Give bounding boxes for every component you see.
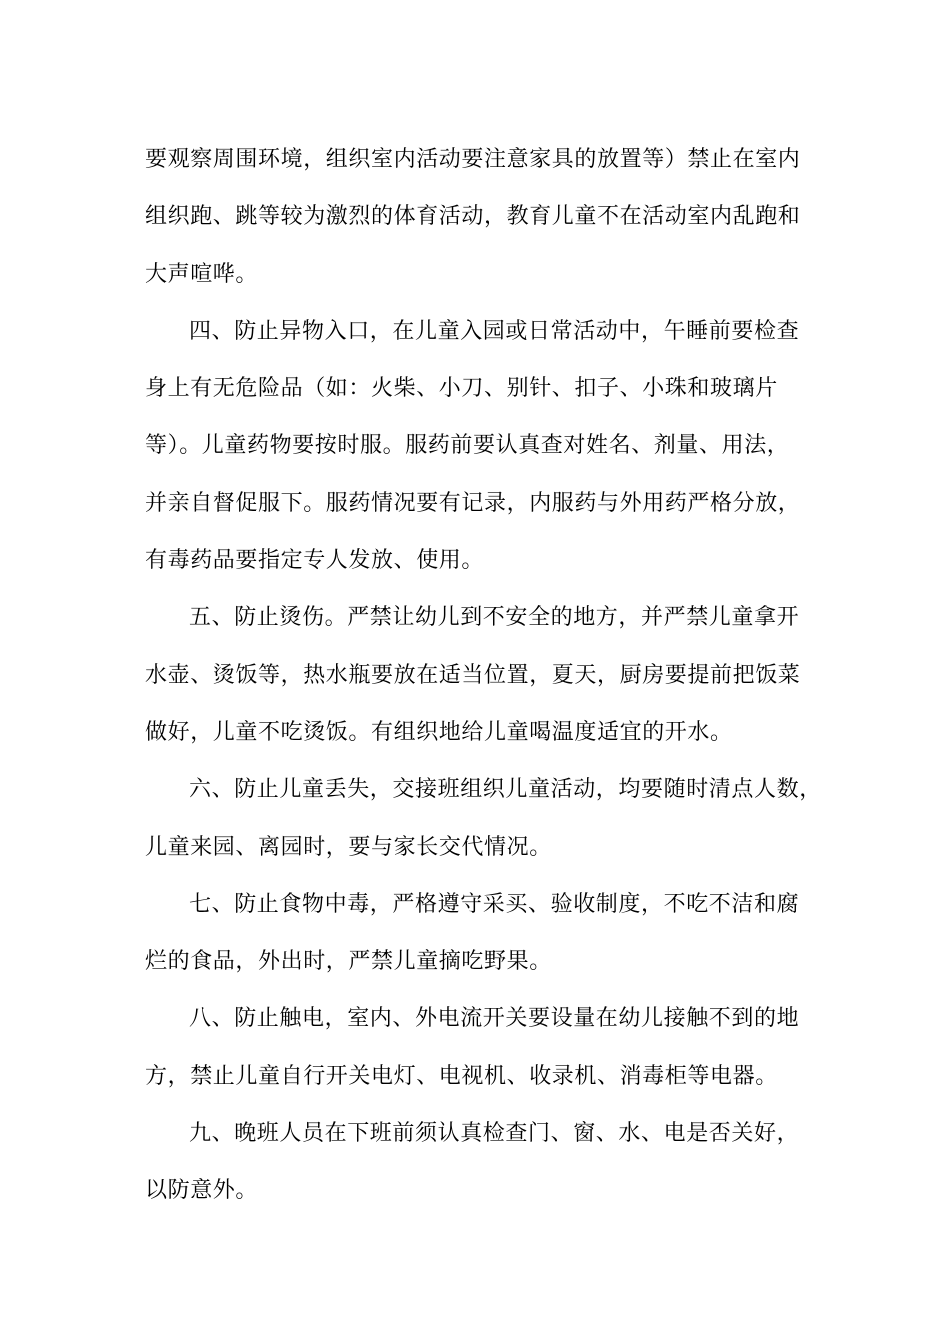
text-line: 以防意外。 (145, 1178, 259, 1204)
text-line: 做好，儿童不吃烫饭。有组织地给儿童喝温度适宜的开水。 (145, 719, 733, 745)
paragraph-start-line: 七、防止食物中毒，严格遵守采买、验收制度，不吃不洁和腐 (189, 891, 800, 917)
text-line: 大声喧哗。 (145, 261, 259, 287)
paragraph-start-line: 六、防止儿童丢失，交接班组织儿童活动，均要随时清点人数， (189, 777, 822, 803)
text-line: 儿童来园、离园时，要与家长交代情况。 (145, 834, 552, 860)
text-line: 要观察周围环境，组织室内活动要注意家具的放置等）禁止在室内 (145, 147, 801, 172)
text-line: 方，禁止儿童自行开关电灯、电视机、收录机、消毒柜等电器。 (145, 1063, 778, 1089)
text-line: 水壶、烫饭等，热水瓶要放在适当位置，夏天，厨房要提前把饭菜 (145, 662, 801, 688)
paragraph-start-line: 五、防止烫伤。严禁让幼儿到不安全的地方，并严禁儿童拿开 (189, 605, 800, 631)
text-line: 并亲自督促服下。服药情况要有记录，内服药与外用药严格分放， (145, 490, 801, 516)
paragraph-start-line: 四、防止异物入口，在儿童入园或日常活动中，午睡前要检查 (189, 318, 800, 344)
paragraph-start-line: 八、防止触电，室内、外电流开关要设量在幼儿接触不到的地 (189, 1006, 800, 1032)
text-line: 有毒药品要指定专人发放、使用。 (145, 548, 485, 574)
paragraph-start-line: 九、晚班人员在下班前须认真检查门、窗、水、电是否关好， (189, 1121, 800, 1147)
text-line: 身上有无危险品（如：火柴、小刀、别针、扣子、小珠和玻璃片 (145, 376, 778, 402)
text-line: 烂的食品，外出时，严禁儿童摘吃野果。 (145, 949, 552, 975)
text-line: 组织跑、跳等较为激烈的体育活动，教育儿童不在活动室内乱跑和 (145, 204, 801, 230)
text-line: 等）。儿童药物要按时服。服药前要认真查对姓名、剂量、用法， (145, 433, 790, 459)
document-body (145, 131, 835, 1220)
